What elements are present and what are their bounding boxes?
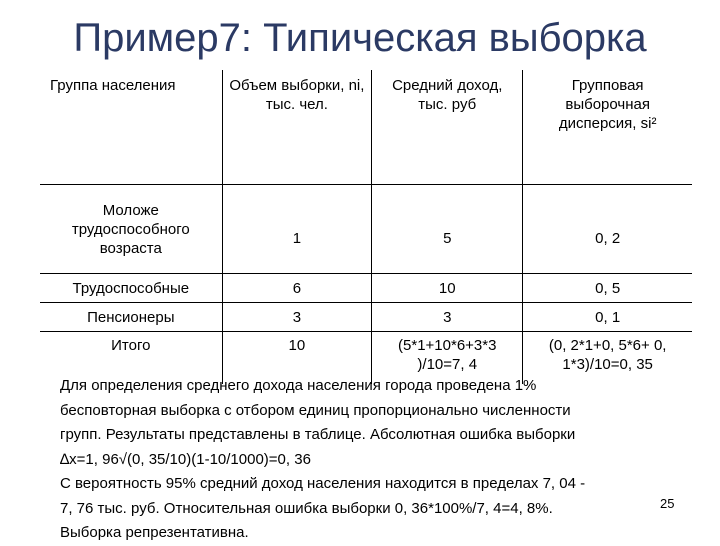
cell-group: Итого: [40, 332, 222, 385]
cell-sample-size: 10: [222, 332, 372, 385]
slide-title: Пример7: Типическая выборка: [73, 16, 647, 60]
table-row: [40, 185, 692, 274]
page-number: 25: [660, 496, 675, 511]
cell-variance: 0, 5: [523, 274, 692, 303]
cell-sample-size: 1: [222, 185, 372, 274]
text-line: бесповторная выборка с отбором единиц пропорционально численности: [60, 401, 571, 419]
text-line: групп. Результаты представлены в таблице. Абсолютная ошибка выборки: [60, 426, 576, 443]
table-row: [40, 303, 692, 332]
table-header-row: [40, 70, 692, 185]
text-line: 7, 76 тыс. руб. Относительная ошибка выборки 0, 36*100%/7, 4=4, 8%.: [60, 499, 553, 517]
cell-mean-income: 5: [372, 185, 523, 274]
table-row: [40, 274, 692, 303]
cell-mean-income: 3: [372, 303, 523, 332]
text-line-formula: ∆x=1, 96√(0, 35/10)(1-10/1000)=0, 36: [60, 450, 311, 468]
cell-mean-income: (5*1+10*6+3*3 )/10=7, 4: [372, 332, 523, 385]
cell-variance: 0, 2: [595, 229, 621, 247]
cell-variance: 0, 1: [523, 303, 692, 332]
cell-group: Моложе трудоспособного возраста: [40, 185, 222, 274]
cell-sample-size: 3: [222, 303, 372, 332]
cell-mean-income: 10: [372, 274, 523, 303]
header-mean-income: Средний доход, тыс. руб: [372, 70, 523, 185]
text-line: Выборка репрезентативна.: [60, 524, 249, 541]
sample-table: [40, 70, 692, 384]
header-group: Группа населения: [40, 70, 222, 185]
header-sample-size: Объем выборки, ni, тыс. чел.: [222, 70, 372, 185]
cell-group: Трудоспособные: [40, 274, 222, 303]
header-group-variance: Групповая выборочная дисперсия, si²: [523, 70, 692, 185]
cell-group: Пенсионеры: [40, 303, 222, 332]
text-line: Для определения среднего дохода населения города проведена 1%: [60, 377, 537, 394]
cell-variance: (0, 2*1+0, 5*6+ 0, 1*3)/10=0, 35: [523, 332, 692, 385]
explanation-text: [60, 374, 700, 546]
text-line: С вероятность 95% средний доход населения находится в пределах 7, 04 -: [60, 475, 586, 492]
cell-sample-size: 6: [222, 274, 372, 303]
